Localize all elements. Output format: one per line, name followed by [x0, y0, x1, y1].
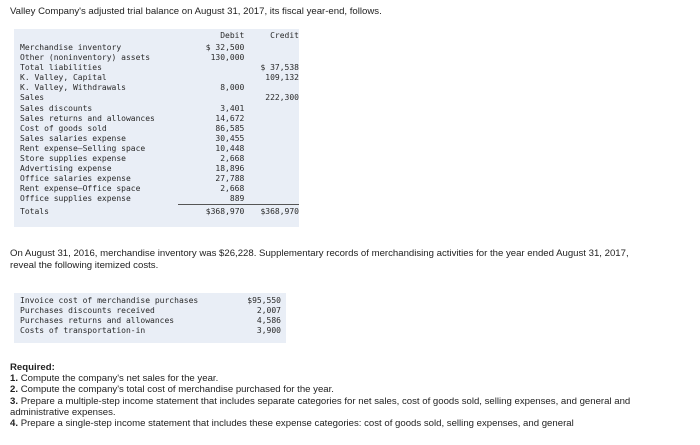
account-name: K. Valley, Withdrawals — [20, 83, 126, 93]
totals-label: Totals — [20, 206, 49, 216]
trial-balance-row — [20, 184, 299, 194]
debit-amount: $ 32,500 — [205, 43, 245, 52]
purchase-cost-row — [20, 316, 286, 326]
purchase-cost-label: Purchases returns and allowances — [20, 316, 175, 326]
debit-amount — [178, 63, 244, 73]
required-item-text: Compute the company's total cost of merchandise purchased for the year. — [20, 384, 334, 396]
credit-amount: 109,132 — [265, 73, 299, 83]
required-item-number: 2. — [10, 384, 19, 396]
purchase-cost-label: Invoice cost of merchandise purchases — [20, 296, 199, 305]
credit-amount: $ 37,538 — [260, 63, 299, 73]
credit-column-header: Credit — [270, 31, 299, 40]
purchase-cost-row — [20, 306, 286, 316]
account-name: Merchandise inventory — [20, 43, 122, 52]
credit-amount — [244, 114, 299, 124]
credit-amount — [244, 194, 299, 204]
required-item-text: Prepare a single-step income statement that includes these expense categories: cost of goods sold, selling expenses, and general — [20, 418, 574, 430]
purchase-cost-row — [20, 326, 286, 336]
account-name: Cost of goods sold — [20, 123, 107, 133]
account-name: Advertising expense — [20, 164, 112, 174]
trial-balance-row — [20, 53, 299, 63]
intro-text: Valley Company's adjusted trial balance on August 31, 2017, its fiscal year-end, follows. — [10, 6, 382, 17]
total-credit: $368,970 — [260, 206, 299, 216]
required-item-text: Compute the company's net sales for the year. — [20, 373, 219, 385]
required-item — [10, 396, 690, 418]
trial-balance-row — [20, 174, 299, 184]
credit-amount — [244, 43, 299, 53]
trial-balance-row — [20, 194, 299, 204]
trial-balance-row — [20, 134, 299, 144]
account-name: Total liabilities — [20, 63, 102, 73]
purchase-cost-label: Costs of transportation-in — [20, 326, 146, 336]
debit-amount: 3,401 — [220, 103, 245, 113]
account-name: K. Valley, Capital — [20, 73, 107, 83]
account-name: Rent expense—Selling space — [20, 143, 146, 153]
middle-text: On August 31, 2016, merchandise inventory was $26,228. Supplementary records of merchandising activities for the year ended August 31, 2017, reveal the following itemized costs. — [10, 248, 629, 271]
trial-balance-row — [20, 164, 299, 174]
purchase-cost-value: 2,007 — [256, 306, 281, 316]
account-name: Sales returns and allowances — [20, 113, 155, 123]
account-name: Sales salaries expense — [20, 133, 126, 143]
credit-amount — [244, 164, 299, 174]
credit-amount — [244, 83, 299, 93]
trial-balance-header — [20, 31, 299, 43]
trial-balance-row — [20, 73, 299, 83]
debit-amount: 27,788 — [215, 174, 245, 184]
trial-balance-row — [20, 104, 299, 114]
trial-balance-row — [20, 83, 299, 93]
debit-column-header: Debit — [220, 31, 245, 40]
trial-balance-row — [20, 93, 299, 103]
debit-amount — [178, 73, 244, 83]
debit-amount: 30,455 — [215, 133, 245, 143]
debit-amount: 18,896 — [215, 164, 245, 174]
required-item-text: Prepare a multiple-step income statement that includes separate categories for net sales, cost of goods sold, selling expenses, and general and administrative expenses. — [10, 395, 631, 418]
required-heading: Required: — [10, 362, 55, 373]
credit-amount — [244, 154, 299, 164]
debit-amount: 86,585 — [215, 123, 245, 133]
trial-balance-row — [20, 43, 299, 53]
purchase-cost-label: Purchases discounts received — [20, 306, 155, 316]
credit-amount — [244, 53, 299, 63]
credit-amount: 222,300 — [265, 93, 299, 103]
account-name: Sales discounts — [20, 103, 93, 113]
account-name: Rent expense—Office space — [20, 184, 141, 194]
purchase-cost-value: $95,550 — [247, 296, 281, 305]
required-item — [10, 418, 690, 429]
purchase-cost-row — [20, 296, 286, 306]
account-name: Other (noninventory) assets — [20, 53, 151, 63]
credit-amount — [244, 174, 299, 184]
debit-amount: 10,448 — [215, 143, 245, 153]
required-item-number: 1. — [10, 373, 19, 385]
required-section — [10, 362, 690, 429]
total-debit: $368,970 — [205, 206, 245, 216]
trial-balance-table — [14, 29, 299, 227]
trial-balance-row — [20, 114, 299, 124]
debit-amount — [178, 93, 244, 103]
credit-amount — [244, 104, 299, 114]
account-name: Store supplies expense — [20, 154, 126, 164]
required-item — [10, 384, 690, 395]
debit-amount: 130,000 — [210, 53, 245, 63]
purchase-costs-table — [14, 293, 286, 343]
trial-balance-row — [20, 154, 299, 164]
account-name: Office supplies expense — [20, 194, 131, 204]
debit-amount: 14,672 — [215, 113, 245, 123]
account-name: Sales — [20, 93, 45, 103]
required-item-number: 3. — [10, 395, 19, 407]
debit-amount: 889 — [178, 194, 244, 204]
credit-amount — [244, 134, 299, 144]
debit-amount: 8,000 — [220, 83, 245, 93]
account-name: Office salaries expense — [20, 174, 131, 184]
purchase-cost-value: 4,586 — [256, 316, 281, 326]
credit-amount — [244, 144, 299, 154]
totals-row — [20, 207, 299, 217]
required-item-number: 4. — [10, 418, 19, 430]
credit-amount — [244, 184, 299, 194]
required-item — [10, 373, 690, 384]
debit-amount: 2,668 — [220, 184, 245, 194]
credit-amount — [244, 124, 299, 134]
purchase-cost-value: 3,900 — [256, 326, 281, 336]
debit-amount: 2,668 — [220, 154, 245, 164]
trial-balance-row — [20, 144, 299, 154]
trial-balance-row — [20, 124, 299, 134]
trial-balance-row — [20, 63, 299, 73]
